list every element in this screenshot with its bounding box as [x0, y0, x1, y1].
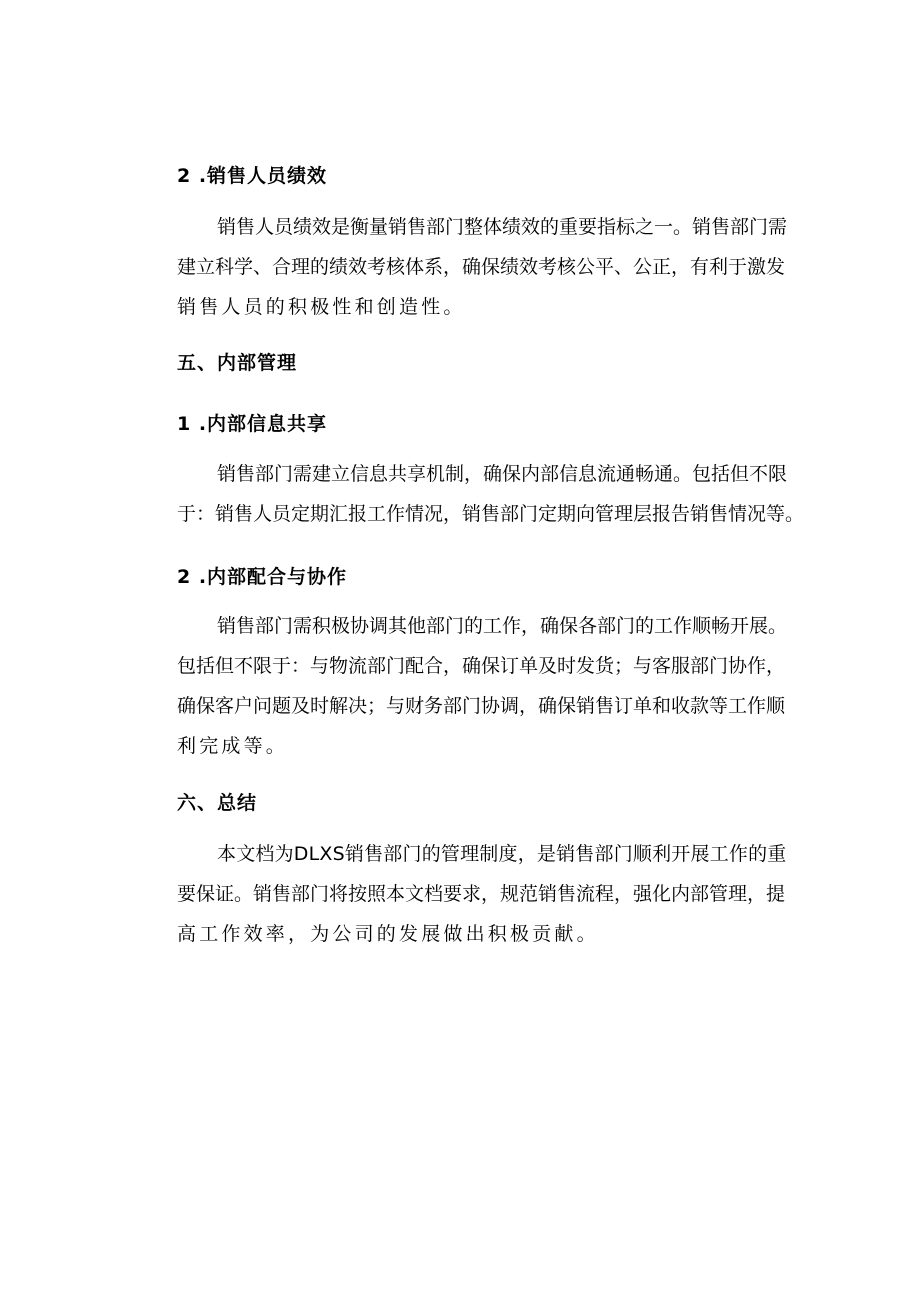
- paragraph-line: 于：销售人员定期汇报工作情况，销售部门定期向管理层报告销售情况等。: [177, 503, 805, 525]
- paragraph-line: 利完成等。: [177, 735, 289, 757]
- paragraph-line: 确保客户问题及时解决；与财务部门协调，确保销售订单和收款等工作顺: [177, 695, 786, 717]
- paragraph-line: 销售人员绩效是衡量销售部门整体绩效的重要指标之一。销售部门需: [217, 216, 788, 238]
- section-heading-internal-cooperation: 2 .内部配合与协作: [177, 566, 348, 588]
- paragraph-summary: [137, 834, 787, 954]
- paragraph-line: 要保证。销售部门将按照本文档要求，规范销售流程，强化内部管理，提: [177, 883, 786, 905]
- paragraph-line: 本文档为DLXS销售部门的管理制度，是销售部门顺利开展工作的重: [217, 843, 787, 865]
- paragraph-sales-performance: [137, 207, 787, 327]
- section-heading-sales-performance: 2 .销售人员绩效: [177, 165, 328, 187]
- paragraph-internal-cooperation: [137, 606, 787, 766]
- paragraph-line: 高工作效率，为公司的发展做出积极贡献。: [177, 923, 599, 945]
- paragraph-line: 销售人员的积极性和创造性。: [177, 296, 466, 318]
- paragraph-line: 销售部门需积极协调其他部门的工作，确保各部门的工作顺畅开展。: [217, 615, 788, 637]
- section-heading-internal-management: 五、内部管理: [177, 352, 298, 374]
- paragraph-line: 包括但不限于：与物流部门配合，确保订单及时发货；与客服部门协作，: [177, 655, 786, 677]
- paragraph-internal-info-sharing: [137, 454, 805, 534]
- paragraph-line: 销售部门需建立信息共享机制，确保内部信息流通畅通。包括但不限: [217, 463, 788, 485]
- section-heading-summary: 六、总结: [177, 792, 258, 814]
- paragraph-line: 建立科学、合理的绩效考核体系，确保绩效考核公平、公正，有利于激发: [177, 256, 786, 278]
- section-heading-internal-info-sharing: 1 .内部信息共享: [177, 413, 328, 435]
